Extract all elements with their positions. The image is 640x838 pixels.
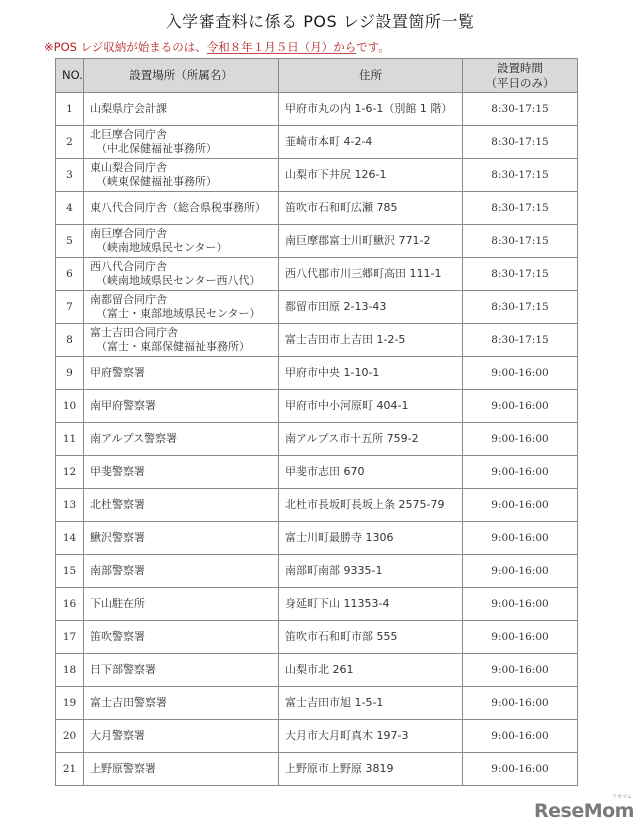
table-row xyxy=(56,687,578,720)
table-row xyxy=(56,720,578,753)
logo-kana: リセマム xyxy=(612,794,632,800)
hours-cell: 9:00-16:00 xyxy=(463,720,578,753)
hours-cell: 8:30-17:15 xyxy=(463,291,578,324)
row-number: 11 xyxy=(56,423,84,456)
address-cell: 韮崎市本町 4-2-4 xyxy=(279,126,463,159)
location-cell xyxy=(84,159,279,192)
address-cell: 笛吹市石和町市部 555 xyxy=(279,621,463,654)
address-cell: 都留市田原 2-13-43 xyxy=(279,291,463,324)
table-row xyxy=(56,522,578,555)
table-row xyxy=(56,357,578,390)
hours-cell: 9:00-16:00 xyxy=(463,621,578,654)
location-department: （富士・東部地域県民センター） xyxy=(96,307,261,320)
header-hours-note: （平日のみ） xyxy=(485,75,555,90)
row-number: 16 xyxy=(56,588,84,621)
row-number: 19 xyxy=(56,687,84,720)
row-number: 2 xyxy=(56,126,84,159)
location-cell xyxy=(84,654,279,687)
hours-cell: 9:00-16:00 xyxy=(463,423,578,456)
address-cell: 笛吹市石和町広瀬 785 xyxy=(279,192,463,225)
hours-cell: 9:00-16:00 xyxy=(463,390,578,423)
table-header-row xyxy=(56,59,578,93)
address-cell: 南アルプス市十五所 759-2 xyxy=(279,423,463,456)
row-number: 13 xyxy=(56,489,84,522)
row-number: 17 xyxy=(56,621,84,654)
table-row xyxy=(56,192,578,225)
location-cell xyxy=(84,522,279,555)
table-row xyxy=(56,489,578,522)
address-cell: 山梨市北 261 xyxy=(279,654,463,687)
location-cell xyxy=(84,192,279,225)
address-cell: 富士吉田市上吉田 1-2-5 xyxy=(279,324,463,357)
location-name: 富士吉田合同庁舎 xyxy=(90,326,178,339)
row-number: 10 xyxy=(56,390,84,423)
location-name: 南アルプス警察署 xyxy=(90,432,178,445)
hours-cell: 8:30-17:15 xyxy=(463,225,578,258)
hours-cell: 9:00-16:00 xyxy=(463,489,578,522)
address-cell: 甲府市中央 1-10-1 xyxy=(279,357,463,390)
table-row xyxy=(56,324,578,357)
address-cell: 大月市大月町真木 197-3 xyxy=(279,720,463,753)
location-cell xyxy=(84,753,279,786)
location-department: （峡南地域県民センター西八代） xyxy=(96,274,261,287)
location-name: 東山梨合同庁舎 xyxy=(90,161,167,174)
hours-cell: 9:00-16:00 xyxy=(463,456,578,489)
location-name: 南甲府警察署 xyxy=(90,399,156,412)
location-name: 上野原警察署 xyxy=(90,762,156,775)
location-cell xyxy=(84,621,279,654)
hours-cell: 8:30-17:15 xyxy=(463,324,578,357)
location-cell xyxy=(84,225,279,258)
resemom-logo xyxy=(534,794,634,822)
address-cell: 西八代郡市川三郷町高田 111-1 xyxy=(279,258,463,291)
address-cell: 北杜市長坂町長坂上条 2575-79 xyxy=(279,489,463,522)
hours-cell: 9:00-16:00 xyxy=(463,555,578,588)
location-name: 鰍沢警察署 xyxy=(90,531,145,544)
hours-cell: 9:00-16:00 xyxy=(463,753,578,786)
location-cell xyxy=(84,489,279,522)
header-hours-title: 設置時間 xyxy=(497,60,543,75)
header-address: 住所 xyxy=(279,59,463,93)
table-row xyxy=(56,753,578,786)
location-department: （富士・東部保健福祉事務所） xyxy=(96,340,250,353)
location-name: 北巨摩合同庁舎 xyxy=(90,128,167,141)
table-row xyxy=(56,390,578,423)
hours-cell: 8:30-17:15 xyxy=(463,126,578,159)
table-row xyxy=(56,621,578,654)
location-cell xyxy=(84,423,279,456)
logo-text: ReseMom xyxy=(534,800,634,822)
row-number: 6 xyxy=(56,258,84,291)
location-cell xyxy=(84,126,279,159)
hours-cell: 9:00-16:00 xyxy=(463,522,578,555)
location-name: 北杜警察署 xyxy=(90,498,145,511)
location-cell xyxy=(84,291,279,324)
start-date-notice xyxy=(44,39,390,55)
location-cell xyxy=(84,456,279,489)
table-row xyxy=(56,225,578,258)
row-number: 1 xyxy=(56,93,84,126)
row-number: 15 xyxy=(56,555,84,588)
table-row xyxy=(56,126,578,159)
table-row xyxy=(56,456,578,489)
address-cell: 富士川町最勝寺 1306 xyxy=(279,522,463,555)
location-cell xyxy=(84,357,279,390)
row-number: 4 xyxy=(56,192,84,225)
address-cell: 甲府市中小河原町 404-1 xyxy=(279,390,463,423)
address-cell: 身延町下山 11353-4 xyxy=(279,588,463,621)
hours-cell: 8:30-17:15 xyxy=(463,258,578,291)
location-name: 下山駐在所 xyxy=(90,597,145,610)
location-name: 日下部警察署 xyxy=(90,663,156,676)
hours-cell: 8:30-17:15 xyxy=(463,159,578,192)
location-name: 甲斐警察署 xyxy=(90,465,145,478)
address-cell: 上野原市上野原 3819 xyxy=(279,753,463,786)
address-cell: 甲斐市志田 670 xyxy=(279,456,463,489)
location-name: 南巨摩合同庁舎 xyxy=(90,227,167,240)
table-row xyxy=(56,291,578,324)
table-row xyxy=(56,654,578,687)
row-number: 9 xyxy=(56,357,84,390)
row-number: 8 xyxy=(56,324,84,357)
location-cell xyxy=(84,687,279,720)
location-department: （中北保健福祉事務所） xyxy=(96,142,217,155)
address-cell: 南巨摩郡富士川町鰍沢 771-2 xyxy=(279,225,463,258)
row-number: 21 xyxy=(56,753,84,786)
page-title: 入学審査料に係る POS レジ設置箇所一覧 xyxy=(165,12,475,31)
location-name: 富士吉田警察署 xyxy=(90,696,167,709)
location-cell xyxy=(84,555,279,588)
header-hours xyxy=(463,59,578,93)
table-row xyxy=(56,159,578,192)
location-cell xyxy=(84,720,279,753)
location-department: （峡南地域県民センター） xyxy=(96,241,228,254)
row-number: 20 xyxy=(56,720,84,753)
location-cell xyxy=(84,258,279,291)
location-name: 笛吹警察署 xyxy=(90,630,145,643)
location-cell xyxy=(84,390,279,423)
location-cell xyxy=(84,324,279,357)
table-row xyxy=(56,423,578,456)
header-no: NO. xyxy=(56,59,84,93)
location-name: 大月警察署 xyxy=(90,729,145,742)
table-row xyxy=(56,555,578,588)
hours-cell: 9:00-16:00 xyxy=(463,357,578,390)
notice-prefix: ※POS レジ収納が始まるのは、 xyxy=(44,40,207,54)
location-cell xyxy=(84,93,279,126)
hours-cell: 8:30-17:15 xyxy=(463,93,578,126)
address-cell: 山梨市下井尻 126-1 xyxy=(279,159,463,192)
row-number: 3 xyxy=(56,159,84,192)
location-name: 東八代合同庁舎（総合県税事務所） xyxy=(90,201,266,214)
row-number: 14 xyxy=(56,522,84,555)
location-cell xyxy=(84,588,279,621)
location-name: 南都留合同庁舎 xyxy=(90,293,167,306)
table-row xyxy=(56,93,578,126)
notice-date-underlined: 令和８年１月５日（月）から xyxy=(206,40,357,54)
row-number: 18 xyxy=(56,654,84,687)
address-cell: 甲府市丸の内 1-6-1（別館 1 階） xyxy=(279,93,463,126)
table-row xyxy=(56,588,578,621)
location-name: 甲府警察署 xyxy=(90,366,145,379)
table-row xyxy=(56,258,578,291)
hours-cell: 9:00-16:00 xyxy=(463,588,578,621)
address-cell: 南部町南部 9335-1 xyxy=(279,555,463,588)
location-department: （峡東保健福祉事務所） xyxy=(96,175,217,188)
row-number: 12 xyxy=(56,456,84,489)
location-name: 西八代合同庁舎 xyxy=(90,260,167,273)
row-number: 5 xyxy=(56,225,84,258)
location-name: 山梨県庁会計課 xyxy=(90,102,167,115)
hours-cell: 9:00-16:00 xyxy=(463,687,578,720)
row-number: 7 xyxy=(56,291,84,324)
pos-register-locations-table xyxy=(55,58,578,786)
hours-cell: 9:00-16:00 xyxy=(463,654,578,687)
hours-cell: 8:30-17:15 xyxy=(463,192,578,225)
address-cell: 富士吉田市旭 1-5-1 xyxy=(279,687,463,720)
header-location: 設置場所（所属名） xyxy=(84,59,279,93)
notice-suffix: です。 xyxy=(356,40,390,54)
location-name: 南部警察署 xyxy=(90,564,145,577)
